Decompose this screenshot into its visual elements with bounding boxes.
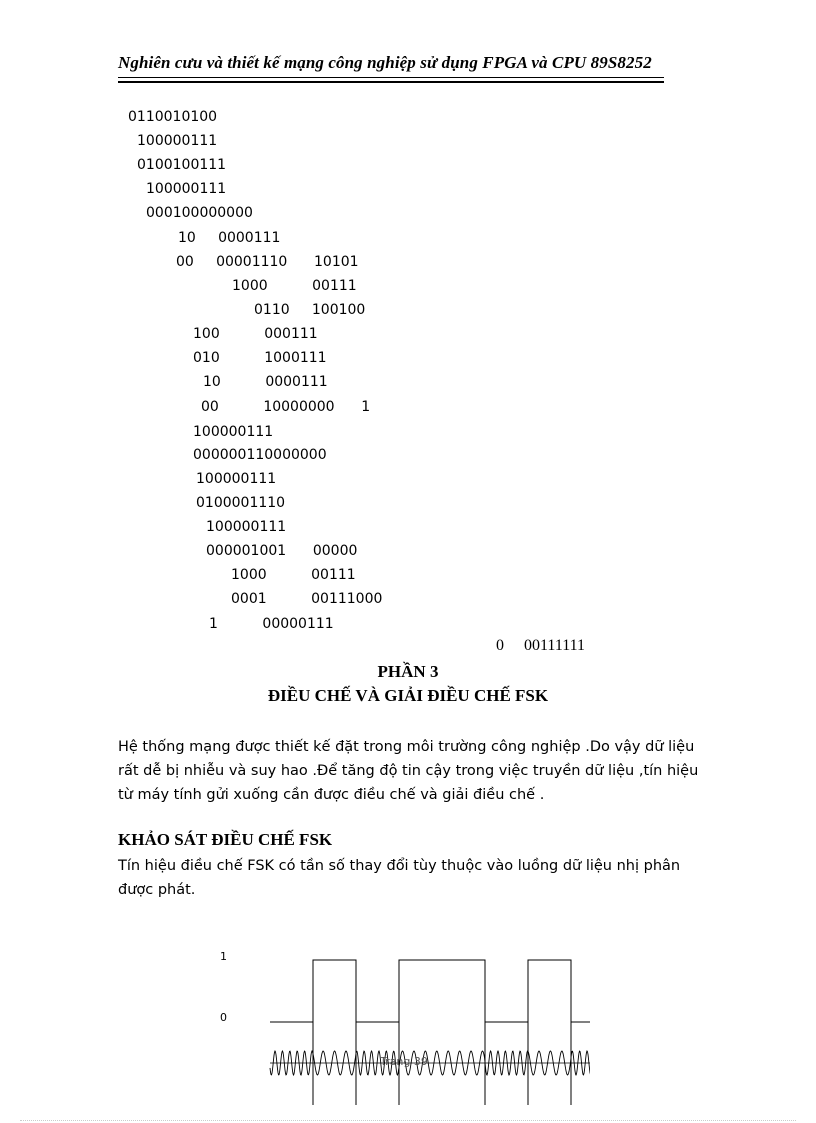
paragraph-intro: Hệ thống mạng được thiết kế đặt trong môi trường công nghiệp .Do vậy dữ liệu rất dễ bị nhiễu và suy hao .Để tăng độ tin cậy trong việc truyền dữ liệu ,tín hiệu từ máy tính gửi xuống cần được điều chế và giải điều chế .: [118, 739, 699, 803]
division-line: 000001001 00000: [206, 543, 358, 559]
division-line: 000100000000: [146, 205, 253, 221]
division-line: 0001 00111000: [231, 591, 383, 607]
division-line: 100000111: [137, 133, 218, 149]
digital-signal-trace: [270, 960, 590, 1022]
division-line: 00 00001110 10101: [176, 254, 359, 270]
division-line: 100 000111: [193, 326, 318, 342]
division-line: 100000111: [206, 519, 287, 535]
figure-label-low: 0: [220, 1011, 227, 1024]
part-title: ĐIỀU CHẾ VÀ GIẢI ĐIỀU CHẾ FSK: [267, 686, 549, 705]
division-line: 00 10000000 1: [201, 399, 371, 415]
division-line: 0110010100: [128, 109, 218, 125]
page-number: Trang 39: [380, 1055, 428, 1068]
figure-label-high: 1: [220, 950, 227, 963]
division-line: 0100100111: [137, 157, 227, 173]
division-line: 1000 00111: [231, 567, 356, 583]
division-line: 000000110000000: [193, 447, 327, 463]
header-rule-thick: [118, 81, 664, 83]
bit-boundaries: [270, 960, 590, 1105]
division-result: 0 00111111: [496, 637, 586, 654]
division-line: 10 0000111: [178, 230, 281, 246]
division-line: 100000111: [146, 181, 227, 197]
fsk-waveform-figure: [250, 950, 590, 1110]
header-rule-thin: [118, 77, 664, 78]
part-number: PHẦN 3: [377, 662, 439, 681]
division-line: 100000111: [196, 471, 277, 487]
division-line: 0110 100100: [254, 302, 366, 318]
document-header: Nghiên cưu và thiết kế mạng công nghiệp sử dụng FPGA và CPU 89S8252: [118, 53, 652, 72]
division-line: 010 1000111: [193, 350, 327, 366]
division-line: 1 00000111: [209, 616, 334, 632]
page-bottom-line: [20, 1120, 796, 1121]
section-text: Tín hiệu điều chế FSK có tần số thay đổi tùy thuộc vào luồng dữ liệu nhị phân được phát.: [118, 858, 681, 898]
division-line: 10 0000111: [203, 374, 328, 390]
division-line: 100000111: [193, 424, 274, 440]
section-title: KHẢO SÁT ĐIỀU CHẾ FSK: [118, 830, 333, 849]
division-line: 0100001110: [196, 495, 286, 511]
division-line: 1000 00111: [232, 278, 357, 294]
